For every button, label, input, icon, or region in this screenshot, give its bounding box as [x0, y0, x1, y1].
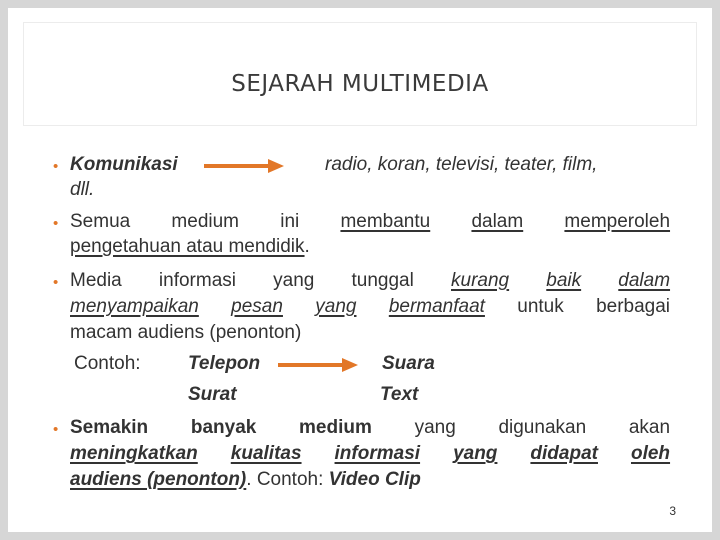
bullet-icon: •	[53, 421, 59, 438]
komunikasi-label: Komunikasi	[70, 154, 178, 175]
word: medium	[299, 417, 372, 438]
word: yang	[315, 296, 357, 317]
word: banyak	[190, 417, 257, 438]
word: meningkatkan	[70, 443, 198, 464]
word: Semua	[70, 211, 131, 232]
word: Video Clip	[328, 469, 421, 490]
bullet2-line2	[70, 236, 310, 258]
word: pengetahuan atau mendidik	[70, 236, 305, 257]
komunikasi-dll: dll.	[70, 179, 95, 200]
word: Media	[70, 270, 122, 291]
word: kualitas	[230, 443, 302, 464]
komunikasi-media: radio, koran, televisi, teater, film,	[325, 154, 598, 175]
bullet4-line3	[70, 469, 421, 491]
word: informasi	[158, 270, 236, 291]
word: bermanfaat	[388, 296, 485, 317]
word: pesan	[231, 296, 283, 317]
word: informasi	[334, 443, 421, 464]
word: medium	[171, 211, 239, 232]
word: dalam	[618, 270, 671, 291]
slide-body	[8, 8, 712, 532]
word: membantu	[340, 211, 431, 232]
slide	[8, 8, 712, 532]
bullet-icon: •	[53, 274, 59, 291]
word: akan	[628, 417, 671, 438]
word: tunggal	[351, 270, 414, 291]
word: audiens (penonton)	[70, 469, 247, 490]
bullet4-line1	[70, 417, 670, 439]
bullet3-line2	[70, 296, 670, 318]
bullet-icon: •	[53, 215, 59, 232]
example-text: Text	[380, 384, 419, 405]
word: oleh	[630, 443, 671, 464]
word: .	[304, 236, 310, 257]
bullet2-line1	[70, 211, 670, 233]
word: dalam	[471, 211, 524, 232]
example-telepon: Telepon	[188, 353, 261, 374]
word: . Contoh:	[246, 469, 329, 490]
word: yang	[273, 270, 315, 291]
example-surat: Surat	[188, 384, 237, 405]
word: baik	[546, 270, 582, 291]
bullet4-line2	[70, 443, 670, 465]
word: digunakan	[498, 417, 587, 438]
word: ini	[280, 211, 300, 232]
word: yang	[453, 443, 498, 464]
bullet3-line1	[70, 270, 670, 292]
slide-title: SEJARAH MULTIMEDIA	[231, 71, 489, 97]
word: berbagai	[596, 296, 671, 317]
bullet-icon: •	[53, 158, 59, 175]
word: yang	[414, 417, 456, 438]
page-number: 3	[669, 504, 676, 518]
word: didapat	[530, 443, 598, 464]
arrow-icon	[278, 358, 358, 372]
example-label: Contoh:	[74, 353, 141, 374]
word: Semakin	[70, 417, 149, 438]
word: kurang	[451, 270, 510, 291]
arrow-icon	[204, 159, 284, 173]
word: memperoleh	[564, 211, 671, 232]
word: untuk	[517, 296, 564, 317]
example-suara: Suara	[382, 353, 435, 374]
bullet3-line3: macam audiens (penonton)	[70, 322, 302, 343]
word: menyampaikan	[70, 296, 199, 317]
